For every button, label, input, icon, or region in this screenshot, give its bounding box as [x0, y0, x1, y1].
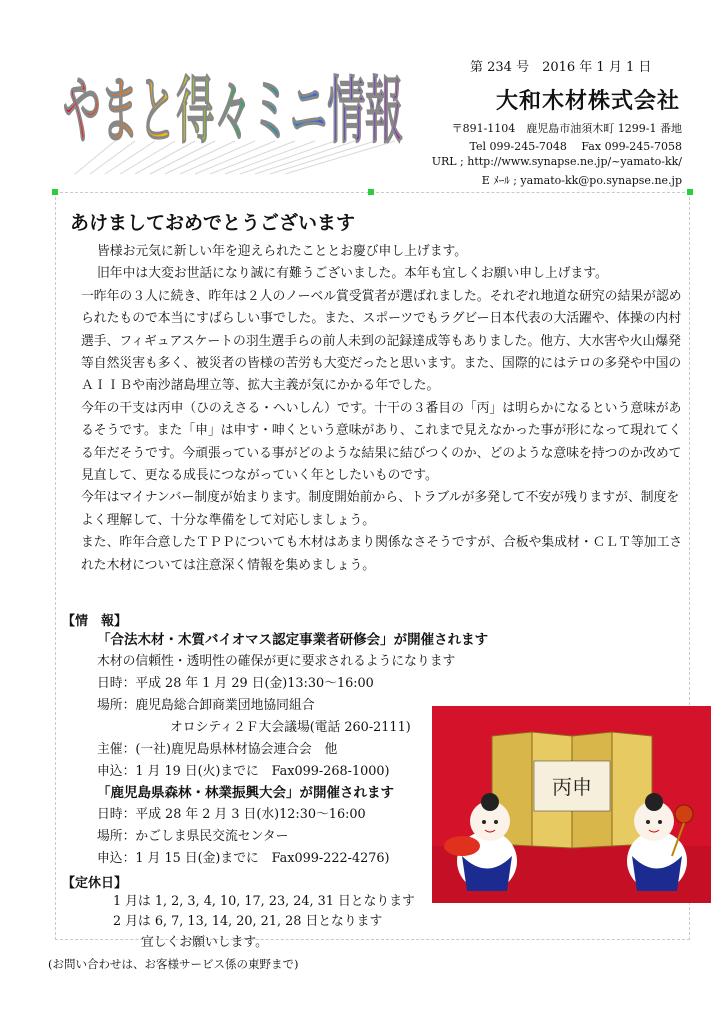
event2-title: 「鹿児島県森林・林業振興大会」が開催されます	[97, 785, 394, 801]
event2-place: 場所：かごしま県民交流センター	[97, 829, 289, 844]
event1-place: 場所：鹿児島総合卸商業団地協同組合	[97, 698, 315, 713]
greeting-body	[81, 241, 687, 577]
new-year-dolls-photo	[432, 706, 711, 903]
event1-date: 日時：平成 28 年 1 月 29 日(金)13:30～16:00	[97, 676, 374, 691]
event2-date: 日時：平成 28 年 2 月 3 日(水)12:30～16:00	[97, 807, 366, 822]
folding-screen	[492, 732, 652, 848]
event2-apply: 申込：1 月 15 日(金)までに Fax099-222-4276)	[97, 851, 390, 866]
greeting-paragraph: 旧年中は大変お世話になり誠に有難うございました。本年も宜しくお願い申し上げます。	[97, 266, 608, 282]
holiday-february: 2 月は 6, 7, 13, 14, 20, 21, 28 日となります	[113, 914, 383, 929]
holiday-january: 1 月は 1, 2, 3, 4, 10, 17, 23, 24, 31 日となります	[113, 894, 415, 909]
company-phone-fax: Tel 099-245-7048 Fax 099-245-7058	[469, 140, 682, 153]
company-url[interactable]: URL ; http://www.synapse.ne.jp/~yamato-kk/	[431, 155, 682, 168]
event1-note: 木材の信頼性・透明性の確保が更に要求されるようになります	[97, 654, 456, 669]
holiday-section-label: 【定休日】	[62, 876, 128, 891]
holiday-closing: 宜しくお願いします。	[141, 935, 268, 950]
event1-title: 「合法木材・木質バイオマス認定事業者研修会」が開催されます	[97, 632, 489, 648]
screen-calligraphy: 丙申	[552, 775, 592, 799]
frame-corner-marker	[52, 189, 58, 195]
newsletter-logo	[55, 46, 415, 176]
frame-corner-marker	[687, 189, 693, 195]
greeting-paragraph: また、昨年合意したＴＰＰについても木材はあまり関係なさそうですが、合板や集成材・ＣＬＴ等加工された木材については注意深く情報を集めましょう。	[81, 535, 683, 573]
frame-corner-marker	[368, 189, 374, 195]
greeting-title: あけましておめでとうございます	[70, 212, 356, 234]
company-email[interactable]: E ﾒｰﾙ ; yamato-kk@po.synapse.ne.jp	[481, 174, 682, 187]
event1-apply: 申込：1 月 19 日(火)までに Fax099-268-1000)	[97, 764, 390, 779]
greeting-paragraph: 皆様お元気に新しい年を迎えられたこととお慶び申し上げます。	[97, 244, 468, 259]
greeting-paragraph: 今年の干支は丙申（ひのえさる・へいしん）です。十干の３番目の「丙」は明らかになるという意味があるそうです。また「申」は申す・呻くという意味があり、これまで見えなかった事が形になって現れてくる年だそうです。今頑張っている事がどのような結果に結びつくのか、どのような意味を持つのか改めて見直して、更なる成長につながっていく年としたいものです。	[81, 400, 682, 484]
event1-host: 主催：(一社)鹿児島県林材協会連合会 他	[97, 742, 338, 757]
contact-footer: (お問い合わせは、お客様サービス係の東野まで)	[48, 957, 299, 971]
info-section-label: 【情 報】	[62, 614, 128, 629]
company-address: 〒891-1104 鹿児島市油須木町 1299-1 番地	[451, 122, 682, 135]
greeting-paragraph: 一昨年の３人に続き、昨年は２人のノーベル賞受賞者が選ばれました。それぞれ地道な研究の結果が認められたもので本当にすばらしい事でした。また、スポーツでもラグビー日本代表の大活躍や、体操の内村選手、フィギュアスケートの羽生選手らの前人未到の記録達成等もありました。他方、大水害や火山爆発等自然災害も多く、被災者の皆様の苦労も大変だったと思います。また、国際的にはテロの多発や中国のＡＩＩＢや南沙諸島埋立等、拡大主義が気にかかる年でした。	[81, 288, 682, 394]
event1-place-detail: オロシティ２Ｆ大会議場(電話 260-2111)	[170, 720, 411, 735]
greeting-paragraph: 今年はマイナンバー制度が始まります。制度開始前から、トラブルが多発して不安が残りますが、制度をよく理解して、十分な準備をして対応しましょう。	[81, 490, 680, 528]
logo-title: やまと得々ミニ情報	[63, 68, 403, 154]
company-name: 大和木材株式会社	[496, 88, 681, 114]
issue-date: 第 234 号 2016 年 1 月 1 日	[470, 60, 652, 75]
